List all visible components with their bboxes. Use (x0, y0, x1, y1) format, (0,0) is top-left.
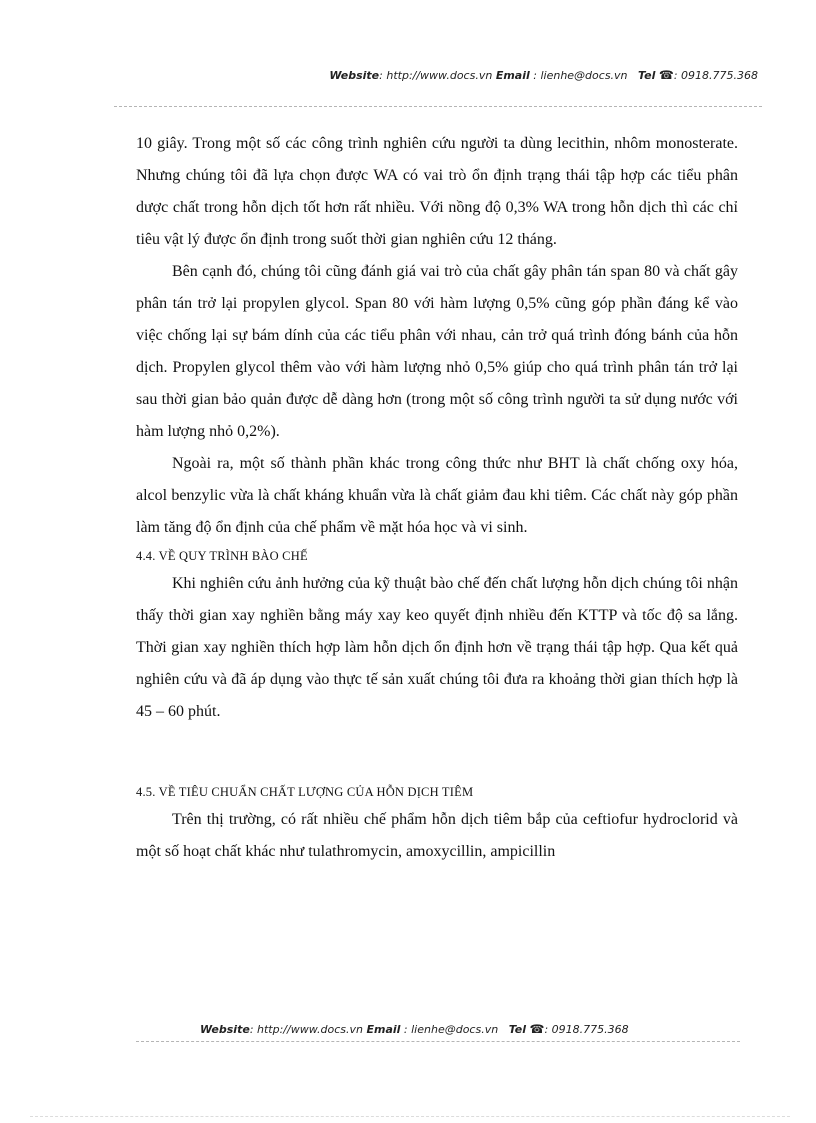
document-body (136, 128, 738, 868)
page-header (0, 68, 758, 82)
paragraph-process: Khi nghiên cứu ảnh hưởng của kỹ thuật bào chế đến chất lượng hỗn dịch chúng tôi nhận thấy thời gian xay nghiền bằng máy xay keo quyết định nhiều đến KTTP và tốc độ sa lắng. Thời gian xay nghiền thích hợp làm hỗn dịch ổn định hơn về trạng thái tập hợp. Qua kết quả nghiên cứu và đã áp dụng vào thực tế sản xuất chúng tôi đưa ra khoảng thời gian thích hợp là 45 – 60 phút. (136, 575, 738, 720)
section-spacer (136, 728, 738, 780)
phone-icon: ☎ (658, 68, 674, 82)
section-heading-4-4: 4.4. VỀ QUY TRÌNH BÀO CHẾ (136, 549, 308, 563)
paragraph-continuation: 10 giây. Trong một số các công trình nghiên cứu người ta dùng lecithin, nhôm monosterate. Nhưng chúng tôi đã lựa chọn được WA có vai trò ổn định trạng thái tập hợp các tiểu phân dược chất trong hỗn dịch tốt hơn rất nhiều. Với nồng độ 0,3% WA trong hỗn dịch thì các chỉ tiêu vật lý được ổn định trong suốt thời gian nghiên cứu 12 tháng. (136, 135, 738, 248)
header-website-url[interactable]: : http://www.docs.vn (379, 69, 493, 82)
paragraph-other-components: Ngoài ra, một số thành phần khác trong công thức như BHT là chất chống oxy hóa, alcol benzylic vừa là chất kháng khuẩn vừa là chất giảm đau khi tiêm. Các chất này góp phần làm tăng độ ổn định của chế phẩm về mặt hóa học và vi sinh. (136, 455, 738, 536)
footer-divider (136, 1041, 740, 1042)
section-heading-4-5: 4.5. VỀ TIÊU CHUẨN CHẤT LƯỢNG CỦA HỖN DỊCH TIÊM (136, 785, 474, 799)
footer-tel-label: Tel (508, 1023, 527, 1036)
page-footer (200, 1022, 629, 1036)
footer-tel-number: : 0918.775.368 (544, 1023, 629, 1036)
footer-email-label: Email (366, 1023, 401, 1036)
paragraph-span80: Bên cạnh đó, chúng tôi cũng đánh giá vai trò của chất gây phân tán span 80 và chất gây phân tán trở lại propylen glycol. Span 80 với hàm lượng 0,5% cũng góp phần đáng kể vào việc chống lại sự bám dính của các tiểu phân với nhau, cản trở quá trình đóng bánh của hỗn dịch. Propylen glycol thêm vào với hàm lượng nhỏ 0,5% giúp cho quá trình phân tán trở lại sau thời gian bảo quản được dễ dàng hơn (trong một số công trình người ta sử dụng nước với hàm lượng nhỏ 0,2%). (136, 263, 738, 440)
paragraph-market: Trên thị trường, có rất nhiều chế phẩm hỗn dịch tiêm bắp của ceftiofur hydroclorid và một số hoạt chất khác như tulathromycin, amoxycillin, ampicillin (136, 811, 738, 860)
footer-phone-icon: ☎ (529, 1022, 545, 1036)
header-email-address[interactable]: : lienhe@docs.vn (529, 69, 628, 82)
header-website-label: Website (329, 69, 380, 82)
footer-website-label: Website (200, 1023, 250, 1036)
footer-website-url[interactable]: : http://www.docs.vn (249, 1023, 363, 1036)
footer-email-address[interactable]: : lienhe@docs.vn (400, 1023, 499, 1036)
header-email-label: Email (495, 69, 530, 82)
header-tel-number: : 0918.775.368 (673, 69, 758, 82)
page-break-line (30, 1116, 790, 1117)
header-tel-label: Tel (638, 69, 656, 82)
header-divider (114, 106, 762, 107)
